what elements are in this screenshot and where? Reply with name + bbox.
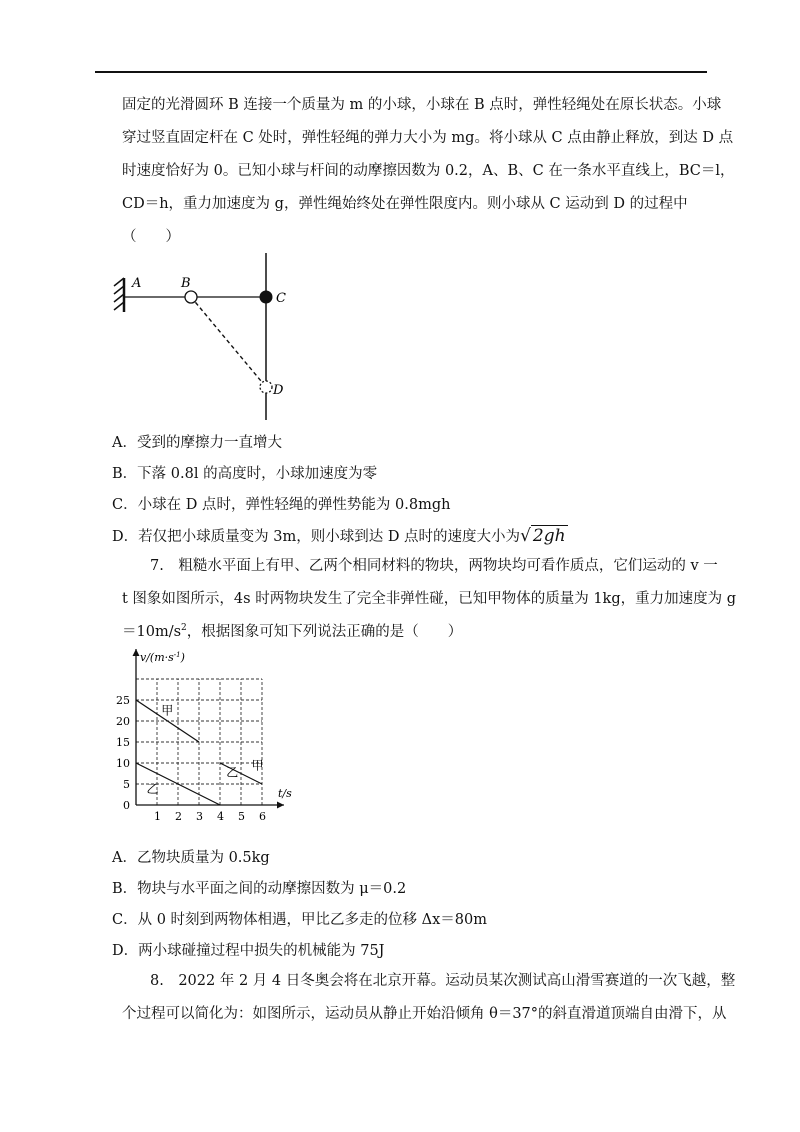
vt-chart [112,645,312,825]
q6-option-c: C．小球在 D 点时，弹性轻绳的弹性势能为 0.8mgh [112,497,451,513]
y-tick-label: 15 [116,736,130,749]
sqrt-radicand: 2gh [532,526,566,546]
y-axis-label [140,651,185,664]
y-axis-arrow [133,649,140,656]
ball-c [260,291,273,304]
q6-option-d [112,526,568,547]
label-b: B [181,276,191,291]
series-label: 乙 [146,782,159,797]
q6-line-5: （ ） [122,229,180,245]
q7-line-3-post: ，根据图象可知下列说法正确的是（ ） [186,624,463,640]
wall-hatch [114,278,124,310]
top-rule [95,71,707,73]
q6-option-a: A．受到的摩擦力一直增大 [112,435,282,451]
q7-line-1: 7. 粗糙水平面上有甲、乙两个相同材料的物块，两物块均可看作质点，它们运动的 v 一 [150,558,718,574]
x-axis-label: t/s [278,787,292,800]
q7-line-3 [122,622,462,642]
y-axis-label-pre: v/(m·s [140,651,174,664]
q7-option-b: B．物块与水平面之间的动摩擦因数为 μ＝0.2 [112,881,407,897]
y-tick-label: 10 [116,757,130,770]
y-axis-label-post: ) [180,651,185,664]
q7-line-2: t 图象如图所示，4s 时两物块发生了完全非弹性碰，已知甲物体的质量为 1kg，重力加速度为 g [122,591,737,607]
q6-line-2: 穿过竖直固定杆在 C 处时，弹性轻绳的弹力大小为 mg。将小球从 C 点由静止释放，到达 D 点 [122,130,734,146]
label-d: D [273,383,284,398]
y-axis-label-sup: -1 [173,651,181,659]
x-axis-arrow [277,802,284,809]
q7-line-3-sup: 2 [181,623,187,634]
q8-line-1: 8. 2022 年 2 月 4 日冬奥会将在北京开幕。运动员某次测试高山滑雪赛道的一次飞越，整 [150,973,736,989]
q8-line-2: 个过程可以简化为：如图所示，运动员从静止开始沿倾角 θ＝37°的斜直滑道顶端自由滑下，从 [122,1006,727,1022]
q6-line-4: CD＝h，重力加速度为 g，弹性绳始终处在弹性限度内。则小球从 C 运动到 D 的过程中 [122,196,688,212]
y-tick-label: 20 [116,715,130,728]
q7-line-3-pre: ＝10m/s [122,624,182,640]
q7-option-a: A．乙物块质量为 0.5kg [112,850,270,866]
chart-labels [147,704,264,797]
ball-d [260,381,272,393]
sqrt-expression: √ 2gh [520,526,566,546]
q6-line-3: 时速度恰好为 0。已知小球与杆间的动摩擦因数为 0.2，A、B、C 在一条水平直线上，BC＝l， [122,163,735,179]
ring-b [185,291,197,303]
q6-line-1: 固定的光滑圆环 B 连接一个质量为 m 的小球，小球在 B 点时，弹性轻绳处在原长状态。小球 [122,97,722,113]
series-label: 甲 [161,703,174,718]
x-tick-label: 1 [154,810,161,823]
q7-option-d: D．两小球碰撞过程中损失的机械能为 75J [112,943,385,959]
chart-ticks [116,694,266,823]
q7-option-c: C．从 0 时刻到两物体相遇，甲比乙多走的位移 Δx＝80m [112,912,487,928]
q6-option-b: B．下落 0.8l 的高度时，小球加速度为零 [112,466,378,482]
x-tick-label: 3 [196,810,203,823]
q6-option-d-text: D．若仅把小球质量变为 3m，则小球到达 D 点时的速度大小为 [112,529,521,545]
q6-diagram [108,250,308,425]
label-a: A [132,276,142,291]
x-tick-label: 5 [238,810,245,823]
series-label: 甲 [251,758,264,773]
y-tick-label: 5 [123,778,130,791]
elastic-rope [191,297,266,387]
x-tick-label: 4 [217,810,224,823]
label-c: C [276,291,286,306]
x-tick-label: 6 [259,810,266,823]
y-tick-label: 0 [123,799,130,812]
y-tick-label: 25 [116,694,130,707]
series-label: 乙 [226,765,239,780]
x-tick-label: 2 [175,810,182,823]
